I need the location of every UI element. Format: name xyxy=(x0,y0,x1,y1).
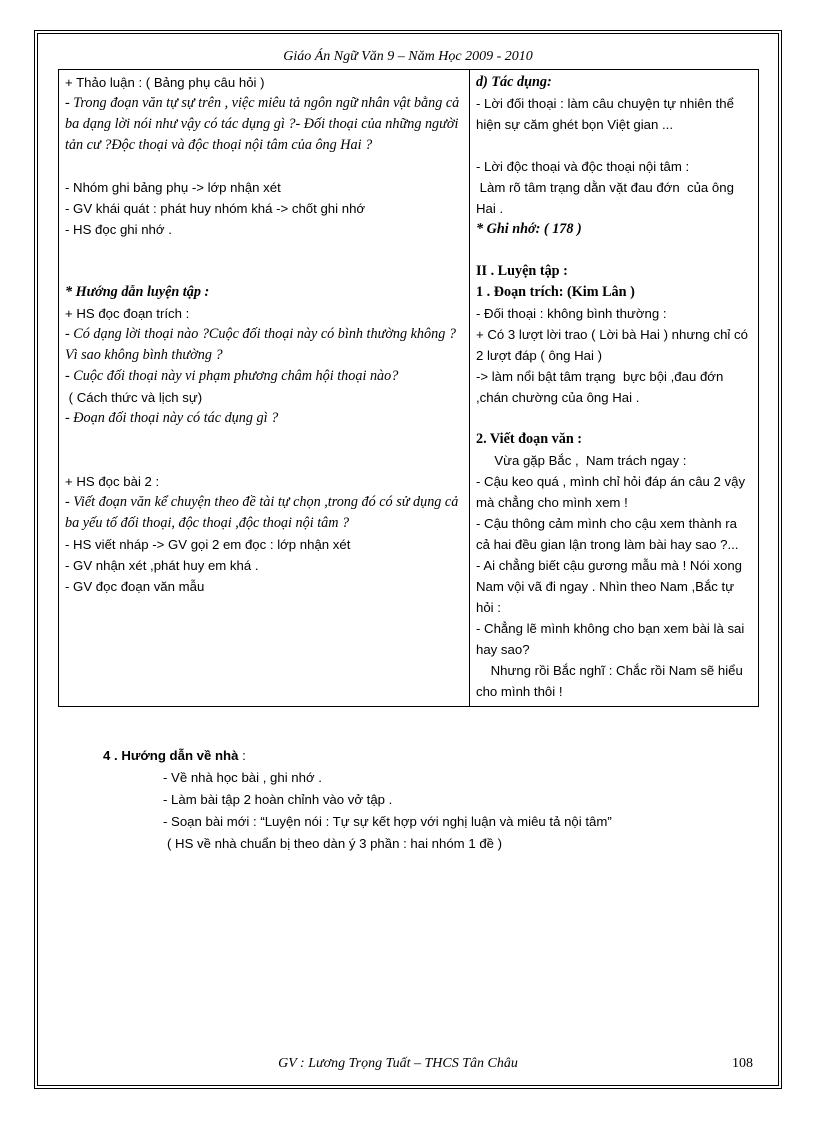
left-column-line: - HS đọc ghi nhớ . xyxy=(65,222,172,237)
right-column-line: - Lời độc thoại và độc thoại nội tâm : xyxy=(476,159,690,174)
right-column-line: - Chẳng lẽ mình không cho bạn xem bài là sai hay sao? xyxy=(476,621,748,657)
right-column-line: - Lời đối thoại : làm câu chuyện tự nhiên thể hiện sự căm ghét bọn Việt gian ... xyxy=(476,96,738,132)
left-column-line: * Hướng dẫn luyện tập : xyxy=(65,284,210,300)
homework-item: - Soạn bài mới : “Luyện nói : Tự sự kết hợp với nghị luận và miêu tả nội tâm” xyxy=(163,814,612,829)
right-column-line xyxy=(476,135,752,156)
left-column-line: - GV đọc đoạn văn mẫu xyxy=(65,579,205,594)
right-column-line: Vừa gặp Bắc , Nam trách ngay : xyxy=(476,453,687,468)
left-column-line: - GV khái quát : phát huy nhóm khá -> chốt ghi nhớ xyxy=(65,201,366,216)
right-column-line: + Có 3 lượt lời trao ( Lời bà Hai ) nhưng chỉ có 2 lượt đáp ( ông Hai ) xyxy=(476,327,752,363)
left-column-line xyxy=(65,429,463,450)
right-column-line: 1 . Đoạn trích: (Kim Lân ) xyxy=(476,284,635,300)
right-column-line: - Ai chẳng biết cậu gương mẫu mà ! Nói xong Nam vội vã đi ngay . Nhìn theo Nam ,Bắc tự hỏi : xyxy=(476,558,746,615)
right-column-line: - Đối thoại : không bình thường : xyxy=(476,306,667,321)
left-column-line: - GV nhận xét ,phát huy em khá . xyxy=(65,558,259,573)
page-header: Giáo Án Ngữ Văn 9 – Năm Học 2009 - 2010 xyxy=(283,49,533,64)
right-column-line: - Cậu thông cảm mình cho cậu xem thành ra cả hai đều gian lận trong làm bài hay sao ?... xyxy=(476,516,741,552)
homework-title: 4 . Hướng dẫn về nhà xyxy=(103,748,239,763)
left-column-line: - Cuộc đối thoại này vi phạm phương châm hội thoại nào? xyxy=(65,368,399,384)
right-column-line: Nhưng rồi Bắc nghĩ : Chắc rồi Nam sẽ hiểu cho mình thôi ! xyxy=(476,663,747,699)
right-column-line: 2. Viết đoạn văn : xyxy=(476,431,583,447)
left-column-line: - HS viết nháp -> GV gọi 2 em đọc : lớp nhận xét xyxy=(65,537,351,552)
left-column-line: + HS đọc bài 2 : xyxy=(65,474,160,489)
left-column-line: - Có dạng lời thoại nào ?Cuộc đối thoại này có bình thường không ? Vì sao không bình thường ? xyxy=(65,326,460,363)
right-column-line xyxy=(476,408,752,429)
footer-author: GV : Lương Trọng Tuất – THCS Tân Châu xyxy=(278,1056,518,1071)
right-column-line: d) Tác dụng: xyxy=(476,74,552,90)
right-column-line: - Cậu keo quá , mình chỉ hỏi đáp án câu 2 vậy mà chẳng cho mình xem ! xyxy=(476,474,749,510)
left-column-line: + HS đọc đoạn trích : xyxy=(65,306,190,321)
left-column-line xyxy=(65,156,463,177)
table-row xyxy=(59,70,759,707)
lesson-table xyxy=(58,69,759,707)
right-column-line: II . Luyện tập : xyxy=(476,263,568,279)
homework-heading xyxy=(103,745,612,767)
left-column-line xyxy=(65,240,463,261)
teacher-activities-column xyxy=(59,70,470,707)
homework-title-suffix: : xyxy=(238,748,246,763)
page-number: 108 xyxy=(732,1056,753,1071)
homework-note: ( HS về nhà chuẩn bị theo dàn ý 3 phần : hai nhóm 1 đề ) xyxy=(167,836,503,851)
left-column-line: - Viết đoạn văn kể chuyện theo đề tài tự chọn ,trong đó có sử dụng cả ba yếu tố đối thoại, độc thoại ,độc thoại nội tâm ? xyxy=(65,494,462,531)
left-column-line xyxy=(65,450,463,471)
left-column-line: + Thảo luận : ( Bảng phụ câu hỏi ) xyxy=(65,75,265,90)
right-column-line: Làm rõ tâm trạng dằn vặt đau đớn của ông Hai . xyxy=(476,180,738,216)
homework-section xyxy=(103,745,612,855)
lesson-content-column xyxy=(470,70,759,707)
right-column-line: -> làm nổi bật tâm trạng bực bội ,đau đớn ,chán chường của ông Hai . xyxy=(476,369,727,405)
left-column-line xyxy=(65,261,463,282)
left-column-line: ( Cách thức và lịch sự) xyxy=(65,390,203,405)
left-column-line: - Trong đoạn văn tự sự trên , việc miêu tả ngôn ngữ nhân vật bằng cả ba dạng lời nói như vậy có tác dụng gì ?- Đối thoại của những người tản cư ?Độc thoại và độc thoại nội tâm của ông Hai ? xyxy=(65,95,463,153)
right-column-line: * Ghi nhớ: ( 178 ) xyxy=(476,221,582,237)
homework-item: - Làm bài tập 2 hoàn chỉnh vào vở tập . xyxy=(163,792,393,807)
homework-item: - Về nhà học bài , ghi nhớ . xyxy=(163,770,322,785)
left-column-line: - Đoạn đối thoại này có tác dụng gì ? xyxy=(65,410,279,426)
right-column-line xyxy=(476,240,752,261)
left-column-line: - Nhóm ghi bảng phụ -> lớp nhận xét xyxy=(65,180,281,195)
